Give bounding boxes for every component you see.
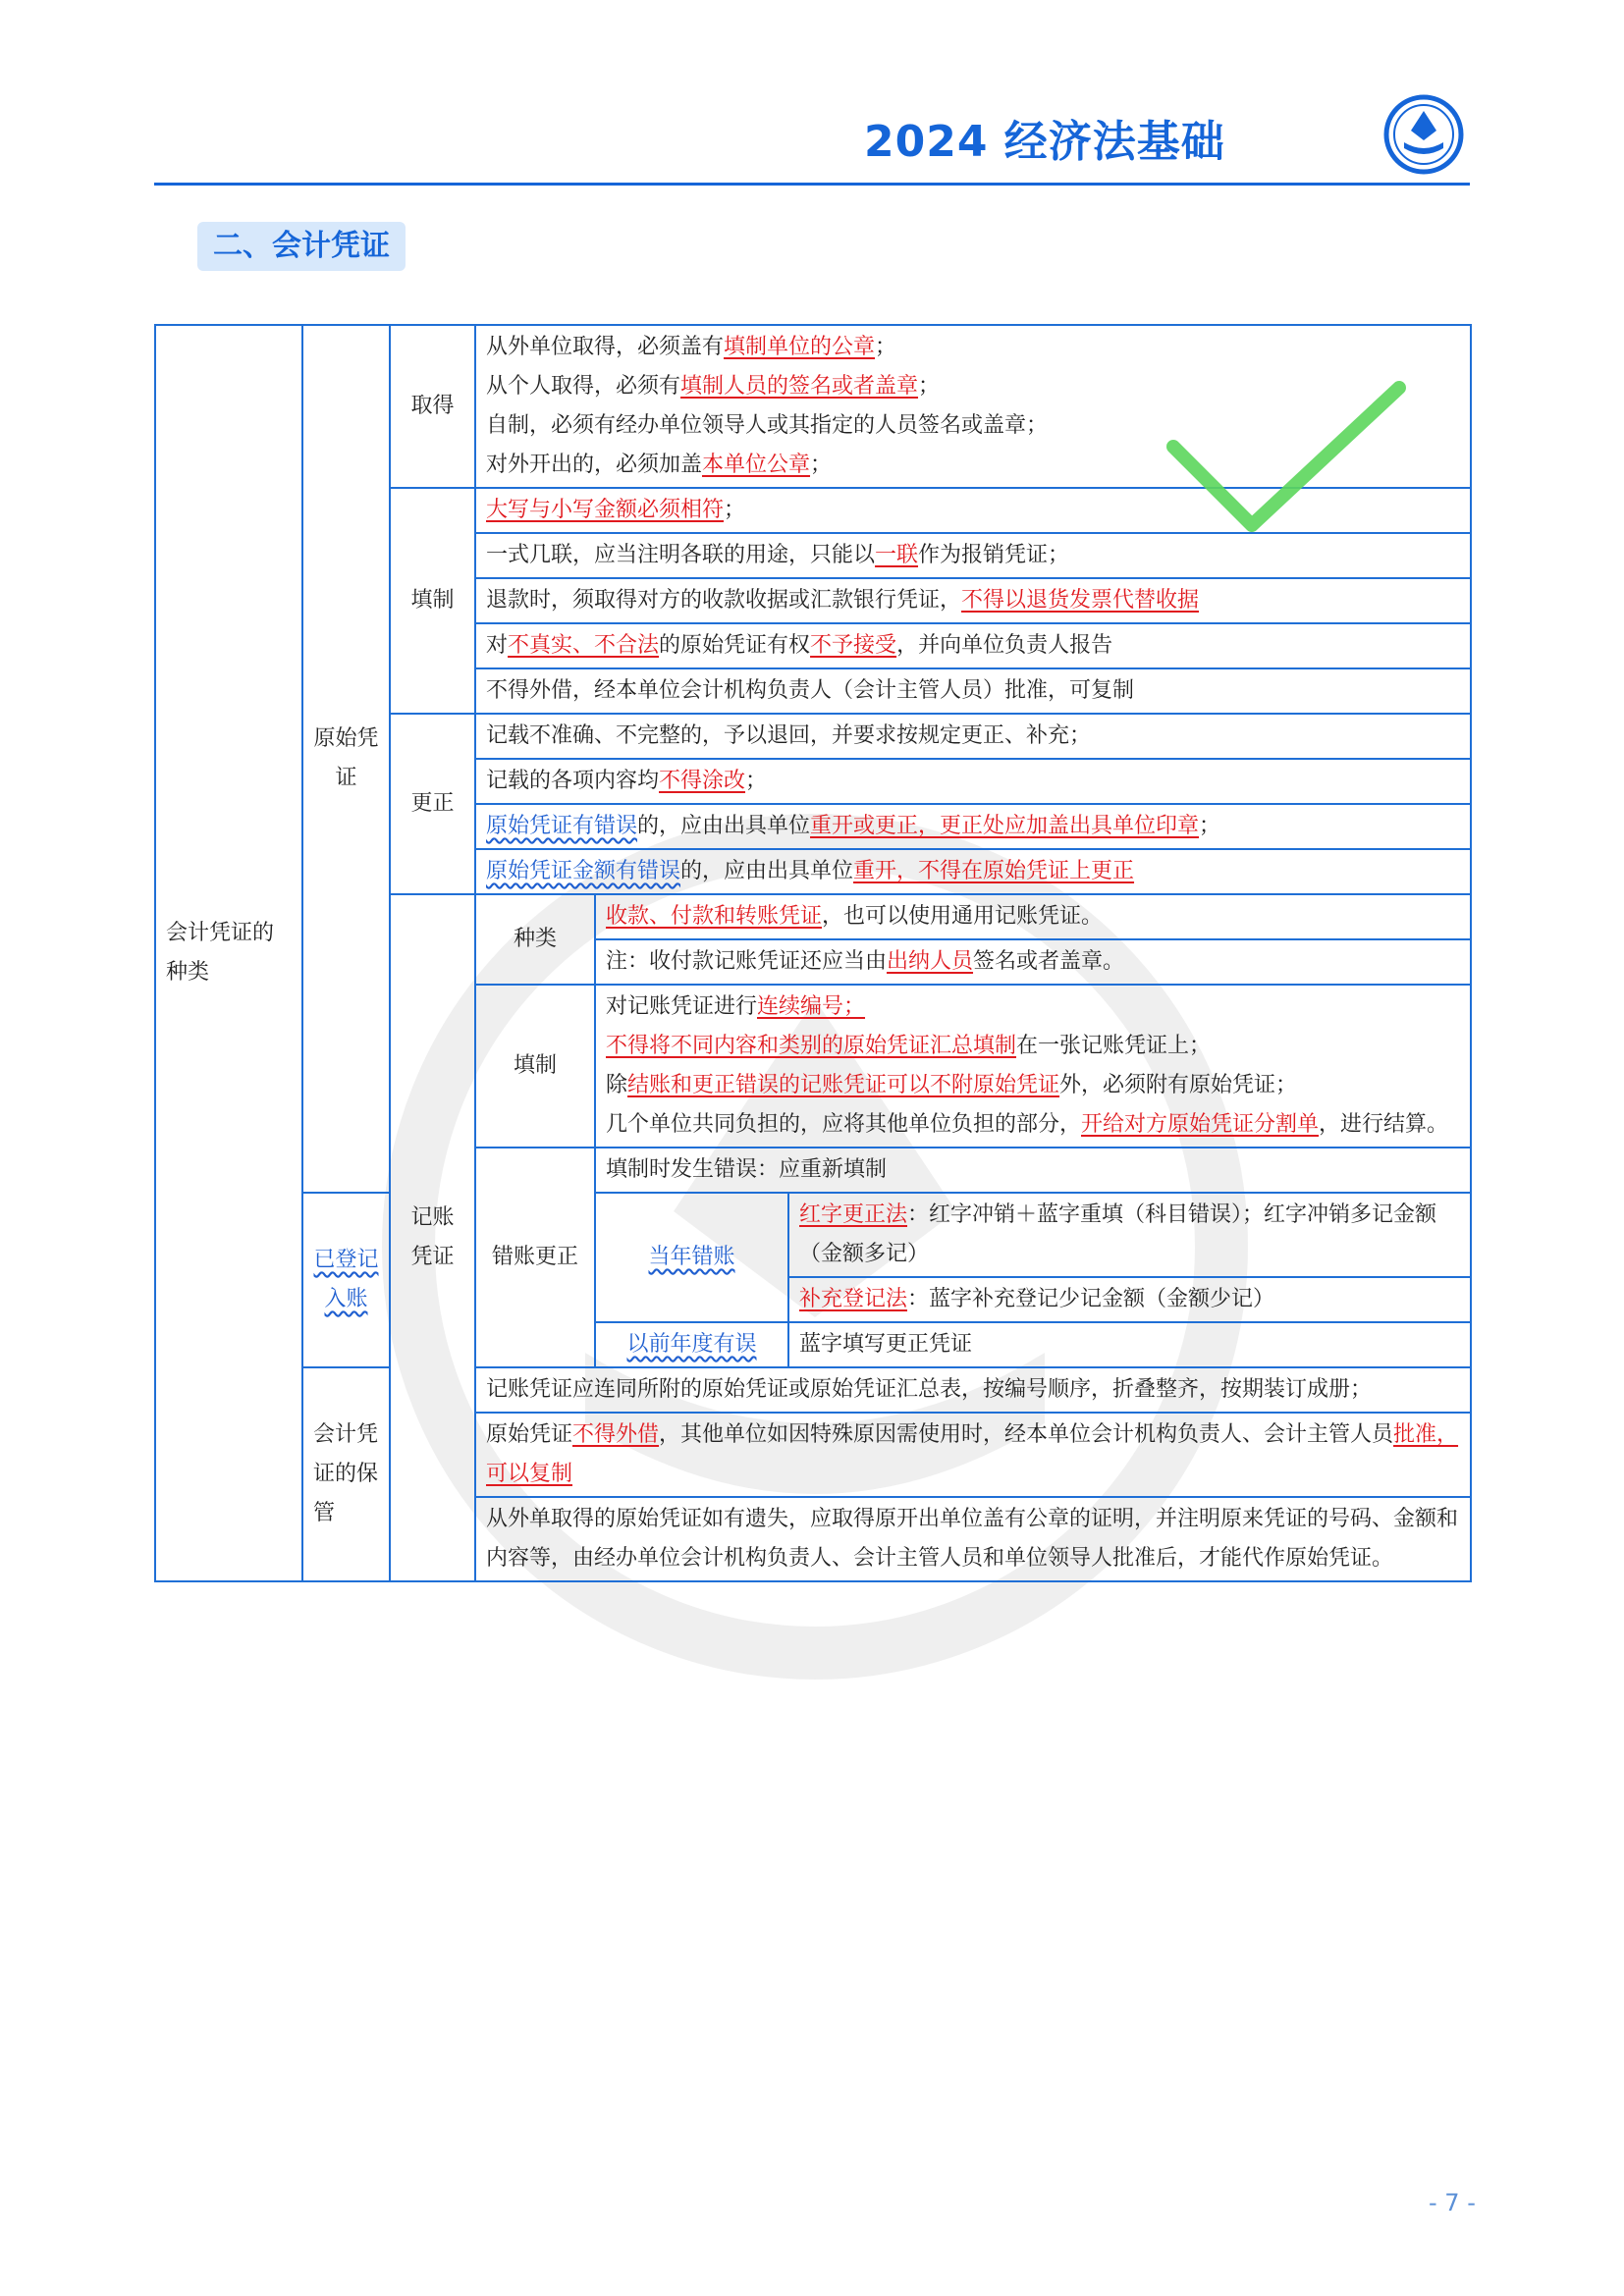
accounting-voucher-label: 记账凭证 (390, 894, 475, 1581)
page-number: - 7 - (1429, 2189, 1476, 2216)
original-correct-row: 原始凭证有错误的，应由出具单位重开或更正，更正处应加盖出具单位印章； (475, 804, 1471, 849)
voucher-fill-line-2: 不得将不同内容和类别的原始凭证汇总填制在一张记账凭证上； (606, 1034, 1212, 1058)
prior-year-error-label: 以前年度有误 (595, 1322, 788, 1367)
page-header-title: 2024 经济法基础 (864, 117, 1225, 167)
original-fill-row: 不得外借，经本单位会计机构负责人（会计主管人员）批准，可复制 (475, 668, 1471, 714)
original-fill-row: 对不真实、不合法的原始凭证有权不予接受，并向单位负责人报告 (475, 623, 1471, 668)
original-correct-row: 原始凭证金额有错误的，应由出具单位重开，不得在原始凭证上更正 (475, 849, 1471, 894)
prior-year-fix: 蓝字填写更正凭证 (788, 1322, 1471, 1367)
section-title: 二、会计凭证 (197, 222, 406, 271)
voucher-kind-row: 收款、付款和转账凭证，也可以使用通用记账凭证。 (595, 894, 1471, 939)
red-correction-method: 红字更正法：红字冲销＋蓝字重填（科目错误）；红字冲销多记金额（金额多记） (788, 1193, 1471, 1277)
checkmark-icon (1164, 378, 1409, 545)
storage-row: 原始凭证不得外借，其他单位如因特殊原因需使用时，经本单位会计机构负责人、会计主管人员批准，可以复制 (475, 1413, 1471, 1497)
original-fill-label: 填制 (390, 488, 475, 714)
circle-book-logo-icon (1382, 93, 1465, 176)
original-fill-row: 退款时，须取得对方的收款收据或汇款银行凭证，不得以退货发票代替收据 (475, 578, 1471, 623)
posted-label: 已登记入账 (302, 1193, 390, 1367)
obtain-line-3: 自制，必须有经办单位领导人或其指定的人员签名或盖章； (486, 413, 1049, 438)
voucher-fill-line-1: 对记账凭证进行连续编号； (606, 994, 866, 1019)
storage-row: 记账凭证应连同所附的原始凭证或原始凭证汇总表，按编号顺序，折叠整齐，按期装订成册； (475, 1367, 1471, 1413)
error-refill-row: 填制时发生错误：应重新填制 (595, 1148, 1471, 1193)
voucher-fill-label: 填制 (475, 985, 595, 1148)
current-year-error-label: 当年错账 (595, 1193, 788, 1322)
voucher-kind-label: 种类 (475, 894, 595, 985)
storage-row: 从外单取得的原始凭证如有遗失，应取得原开出单位盖有公章的证明，并注明原来凭证的号码、金额和内容等，由经办单位会计机构负责人、会计主管人员和单位领导人批准后，才能代作原始凭证。 (475, 1497, 1471, 1581)
original-correct-row: 记载的各项内容均不得涂改； (475, 759, 1471, 804)
voucher-fill-content (595, 985, 1471, 1148)
voucher-fill-line-4: 几个单位共同负担的，应将其他单位负担的部分，开给对方原始凭证分割单，进行结算。 (606, 1112, 1449, 1137)
original-correct-row: 记载不准确、不完整的，予以退回，并要求按规定更正、补充； (475, 714, 1471, 759)
voucher-fill-line-3: 除结账和更正错误的记账凭证可以不附原始凭证外，必须附有原始凭证； (606, 1073, 1298, 1097)
original-fill-row: 大写与小写金额必须相符； (475, 488, 1471, 533)
original-fill-row: 一式几联，应当注明各联的用途，只能以一联作为报销凭证； (475, 533, 1471, 578)
voucher-kind-row: 注：收付款记账凭证还应当由出纳人员签名或者盖章。 (595, 939, 1471, 985)
error-correction-label: 错账更正 (475, 1148, 595, 1367)
storage-label: 会计凭证的保管 (302, 1367, 390, 1581)
original-correct-label: 更正 (390, 714, 475, 894)
voucher-types-label: 会计凭证的种类 (155, 325, 302, 1581)
obtain-label: 取得 (390, 325, 475, 488)
original-voucher-label: 原始凭证 (302, 325, 390, 1193)
header-divider (154, 183, 1470, 186)
supplementary-method: 补充登记法：蓝字补充登记少记金额（金额少记） (788, 1277, 1471, 1322)
obtain-line-4: 对外开出的，必须加盖本单位公章； (486, 453, 833, 477)
obtain-line-1: 从外单位取得，必须盖有填制单位的公章； (486, 335, 897, 359)
obtain-line-2: 从个人取得，必须有填制人员的签名或者盖章； (486, 374, 941, 399)
